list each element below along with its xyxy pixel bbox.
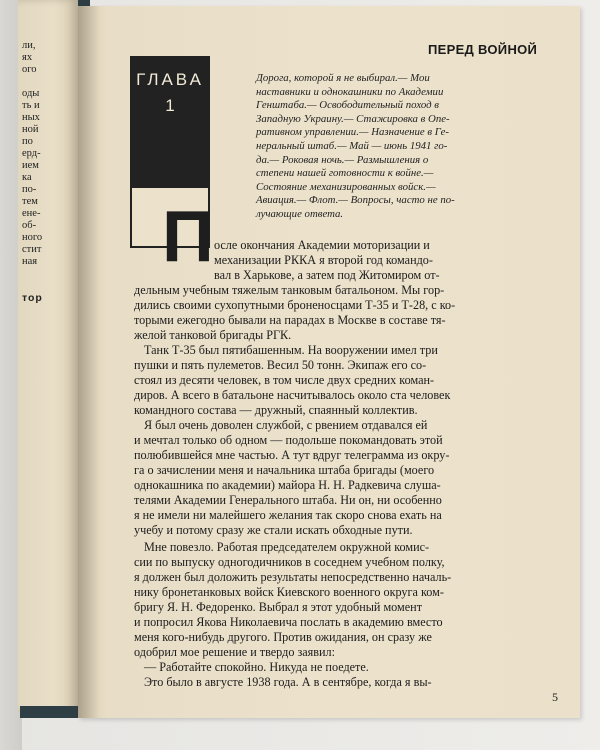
prev-page-fragment: ной	[22, 124, 39, 135]
prev-page-fragment: по	[22, 136, 33, 147]
body-line: нику бронетанковых войск Киевского военного округа ком-	[134, 585, 444, 599]
body-line: Это было в августе 1938 года. А в сентябре, когда я вы-	[144, 675, 432, 689]
body-line: желой танковой бригады РГК.	[134, 328, 292, 342]
epigraph-line: Дорога, которой я не выбирал.— Мои	[256, 72, 430, 84]
prev-page-fragment: ная	[22, 256, 38, 267]
body-line: га о зачислении меня и начальника штаба бригады (моего	[134, 463, 435, 477]
body-line: механизации РККА я второй год командо-	[214, 253, 433, 267]
prev-page-fragment: ка	[22, 172, 32, 183]
body-line: Мне повезло. Работая председателем окружной комис-	[144, 540, 430, 554]
epigraph-line: степени нашей готовности к войне.—	[256, 167, 434, 180]
chapter-epigraph	[256, 72, 556, 222]
body-line: диров. А всего в батальоне насчитывалось около ста человек	[134, 388, 451, 402]
prev-page-fragment: ого	[22, 64, 37, 75]
epigraph-line: неральный штаб.— Май — июнь 1941 го-	[256, 139, 448, 152]
epigraph-line: Состояние механизированных войск.—	[256, 180, 436, 193]
prev-page-fragment: по-	[22, 184, 37, 195]
epigraph-line: лучающие ответа.	[256, 207, 344, 220]
body-line: пушки и пять пулеметов. Весил 50 тонн. Экипаж его со-	[134, 358, 427, 372]
prev-page-fragment: ных	[22, 112, 40, 123]
gutter-shadow	[78, 6, 100, 718]
epigraph-line: Генштаба.— Освободительный поход в	[256, 99, 439, 112]
prev-page-fragment: ене-	[22, 208, 41, 219]
prev-page-fragment: ях	[22, 52, 33, 63]
body-line: стоял из десяти человек, в том числе двух средних коман-	[134, 373, 435, 387]
running-head: ПЕРЕД ВОЙНОЙ	[428, 42, 538, 57]
body-line: и попросил Якова Николаевича послать в академию вместо	[134, 615, 443, 629]
prev-page-fragment: ть и	[22, 100, 40, 111]
chapter-number: 1	[165, 96, 175, 115]
prev-page-fragment: об-	[22, 220, 37, 231]
prev-page-fragment: ли,	[22, 40, 36, 51]
body-line: одобрил мое решение и твердо заявил:	[134, 645, 336, 659]
body-line: полюбившейся мне частью. А тут вдруг телеграмма из окру-	[134, 448, 450, 462]
body-line: телями Академии Генерального штаба. Ни он, ни особенно	[134, 493, 442, 507]
book-page	[78, 6, 580, 718]
body-line: я не имели ни малейшего желания так скоро снова ехать на	[134, 508, 442, 522]
epigraph-line: ративном управлении.— Назначение в Ге-	[256, 126, 450, 139]
prev-page-fragment: тор	[22, 292, 43, 304]
body-line: однокашника по академии) майора Н. Н. Радкевича слуша-	[134, 478, 441, 492]
drop-cap: П	[162, 197, 214, 277]
page-number: 5	[552, 690, 558, 704]
prev-page-fragment: стит	[22, 244, 42, 255]
body-line: Я был очень доволен службой, с рвением отдавался ей	[144, 418, 428, 432]
body-line: — Работайте спокойно. Никуда не поедете.	[144, 660, 369, 674]
epigraph-line: Авиация.— Флот.— Вопросы, часто не по-	[256, 194, 455, 207]
prev-page-fragment: ерд-	[22, 148, 41, 159]
body-line: Танк Т-35 был пятибашенным. На вооружении имел три	[144, 343, 438, 357]
epigraph-line: Западную Украину.— Стажировка в Опе-	[256, 112, 450, 125]
body-line: сии по выпуску одногодичников в соседнем учебном полку,	[134, 555, 445, 569]
body-line: я должен был доложить результаты непосредственно началь-	[134, 570, 452, 584]
previous-page	[18, 0, 78, 712]
body-line: торыми ежегодно бывали на парадах в Москве в составе тя-	[134, 313, 446, 327]
body-line: вал в Харькове, а затем под Житомиром от-	[214, 268, 440, 282]
body-line: и мечтал только об одном — подольше покомандовать этой	[134, 433, 443, 447]
body-line: командного состава — дружный, спаянный коллектив.	[134, 403, 418, 417]
epigraph-line: да.— Роковая ночь.— Размышления о	[256, 153, 429, 166]
prev-page-fragment: тем	[22, 196, 38, 207]
epigraph-line: наставники и однокашники по Академии	[256, 85, 444, 98]
prev-page-fragment: оды	[22, 88, 40, 99]
body-line: меня кого-нибудь другого. Против ожидания, он сразу же	[134, 630, 432, 644]
prev-page-fragment: ием	[22, 160, 39, 171]
body-line: дельным учебным тяжелым танковым батальоном. Мы гор-	[134, 283, 445, 297]
prev-page-fragment: ного	[22, 232, 43, 243]
body-line: бригу Я. Н. Федоренко. Выбрал я этот удобный момент	[134, 600, 423, 614]
chapter-label: ГЛАВА	[136, 70, 204, 89]
body-line: дились своими сухопутными броненосцами Т-35 и Т-28, с ко-	[134, 298, 456, 312]
body-line: учебу и потому сразу же стали искать обходные пути.	[134, 523, 413, 537]
body-line: осле окончания Академии моторизации и	[214, 238, 430, 252]
